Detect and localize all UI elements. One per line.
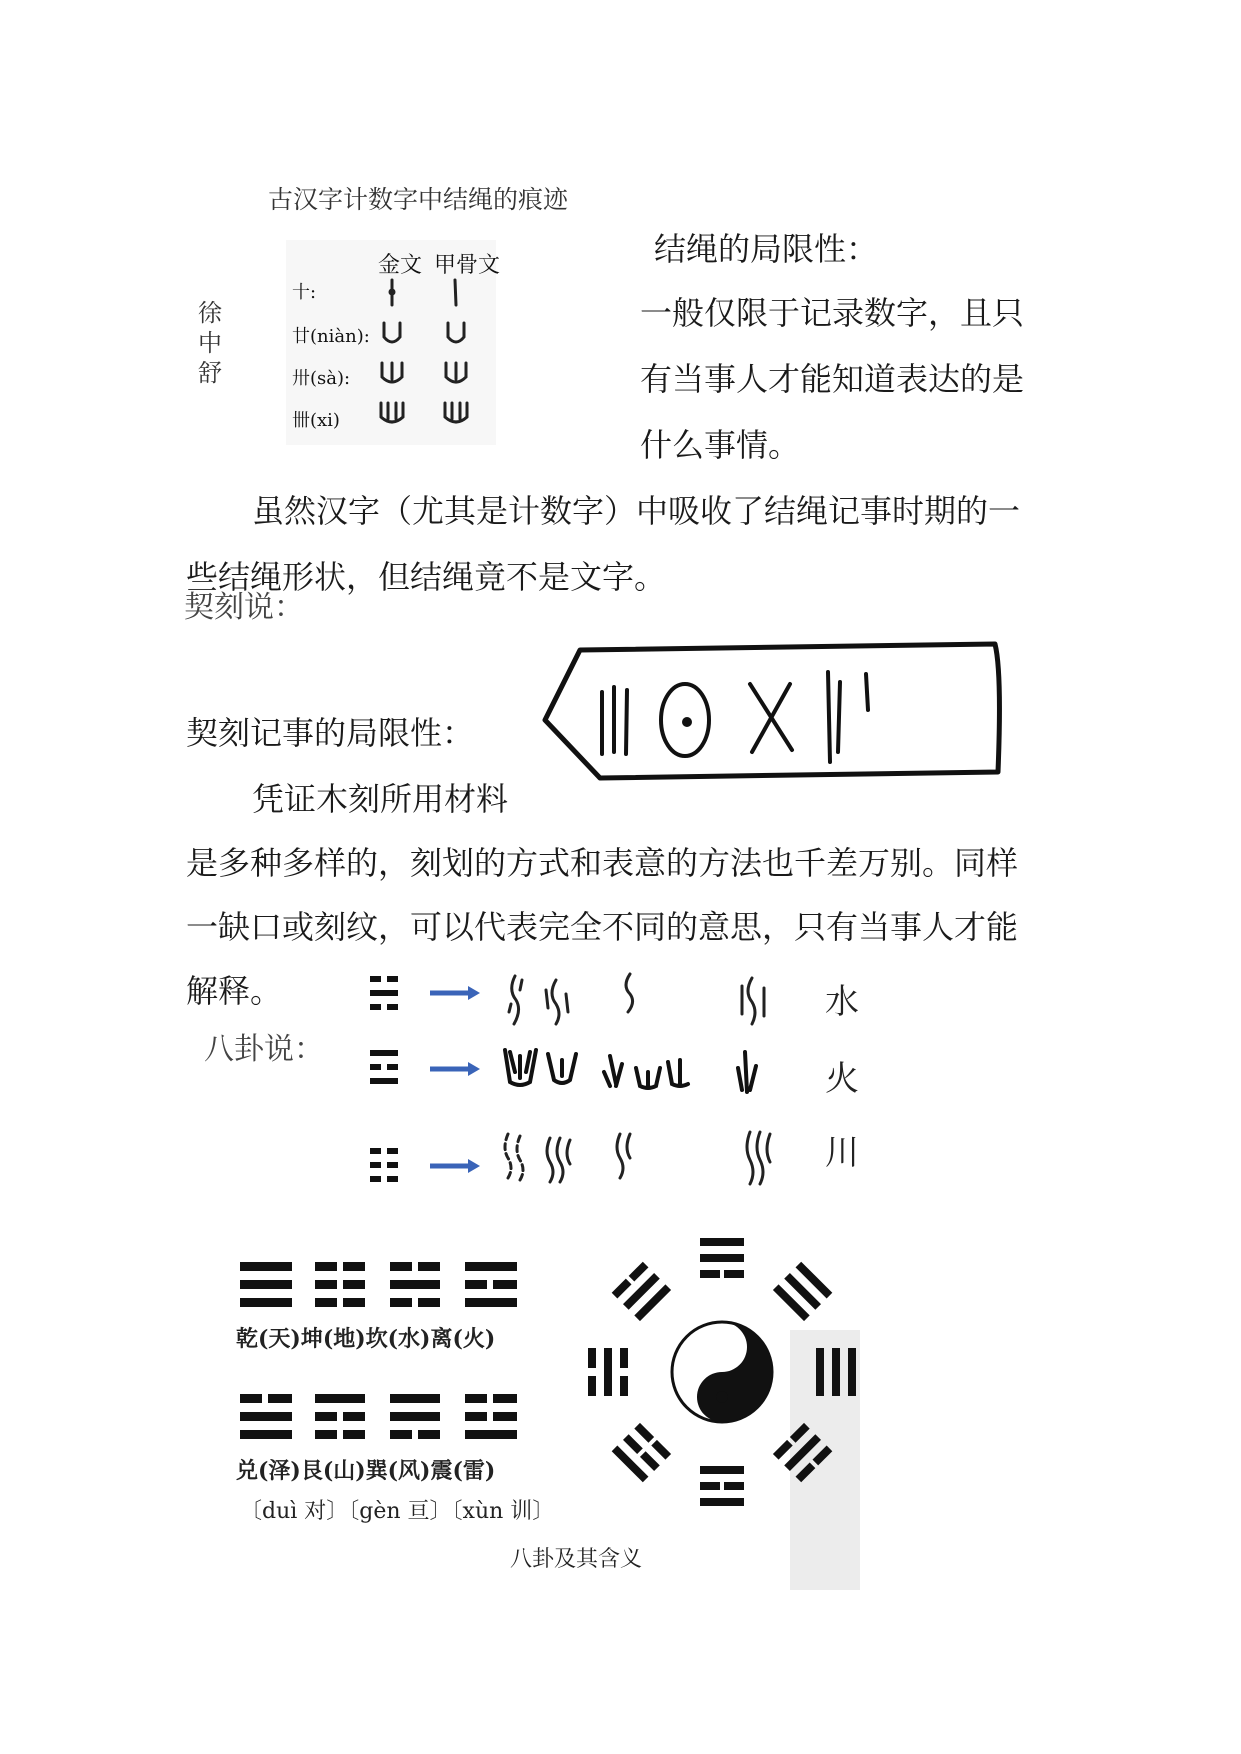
carving-paragraph-line: 是多种多样的，刻划的方式和表意的方法也千差万别。同样 — [186, 844, 1019, 882]
trigram-pinyin-row: 〔duì 对〕〔gèn 亘〕〔xùn 训〕 — [240, 1499, 555, 1524]
knot-paragraph-line: 些结绳形状，但结绳竟不是文字。 — [186, 558, 667, 596]
evolution-row-river — [370, 1120, 860, 1200]
knot-row-label: 十: — [292, 282, 317, 303]
svg-text:水: 水 — [825, 982, 859, 1022]
knot-row-label: 卌(xi) — [292, 410, 340, 431]
knot-row-label: 廿(niàn): — [292, 326, 370, 347]
carving-paragraph-line: 凭证木刻所用材料 — [252, 780, 509, 818]
trigram-names-row-1: 乾(天)坤(地)坎(水)离(火) — [236, 1326, 496, 1352]
knot-limit-line: 什么事情。 — [640, 426, 801, 464]
bagua-wheel — [580, 1230, 870, 1520]
knot-figure-author: 徐中舒 — [198, 299, 222, 387]
trigram-names-row-2: 兑(泽)艮(山)巽(风)震(雷) — [236, 1458, 496, 1484]
carving-paragraph-line: 解释。 — [186, 972, 283, 1010]
bagua-title: 八卦说： — [204, 1032, 324, 1067]
carving-limit-heading: 契刻记事的局限性： — [186, 714, 475, 752]
svg-text:川: 川 — [825, 1133, 859, 1173]
knot-figure-caption: 古汉字计数字中结绳的痕迹 — [268, 185, 569, 214]
carving-title: 契刻说： — [184, 590, 304, 625]
svg-text:火: 火 — [825, 1059, 859, 1099]
knot-limit-line: 一般仅限于记录数字，且只 — [640, 294, 1025, 332]
knot-glyphs — [370, 275, 480, 435]
knot-row-label: 卅(sà): — [292, 368, 351, 389]
bagua-caption: 八卦及其含义 — [510, 1547, 643, 1572]
trigrams-row-1 — [240, 1258, 530, 1318]
knot-col-jinwen: 金文 — [378, 253, 423, 278]
trigrams-row-2 — [240, 1390, 530, 1450]
carved-tally-stick — [540, 632, 1000, 792]
evolution-row-water — [370, 968, 860, 1038]
knot-limit-line: 有当事人才能知道表达的是 — [640, 360, 1025, 398]
evolution-row-fire — [370, 1042, 860, 1122]
knot-col-jiagu: 甲骨文 — [434, 253, 501, 278]
carving-paragraph-line: 一缺口或刻纹，可以代表完全不同的意思，只有当事人才能 — [186, 908, 1019, 946]
yin-yang-icon — [672, 1322, 772, 1422]
knot-paragraph-line: 虽然汉字（尤其是计数字）中吸收了结绳记事时期的一 — [252, 492, 1021, 530]
knot-limit-heading: 结绳的局限性： — [654, 230, 879, 268]
